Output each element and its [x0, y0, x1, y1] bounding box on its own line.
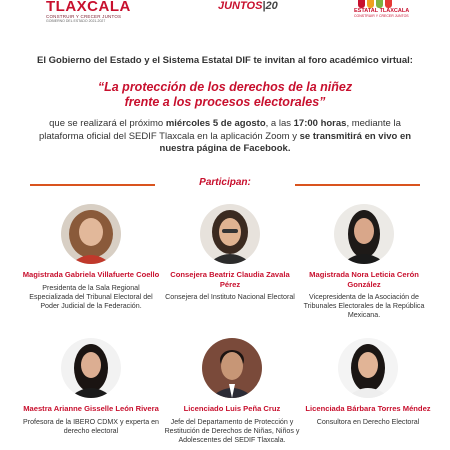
speaker-name: Licenciado Luis Peña Cruz — [183, 404, 281, 413]
speaker-role: Consejera del Instituto Nacional Electoral — [165, 293, 295, 301]
speaker-photo — [334, 204, 394, 264]
event-date: miércoles 5 de agosto — [165, 118, 266, 129]
speaker-name: Consejera Beatriz Claudia Zavala Pérez — [170, 270, 290, 289]
speaker-role: Profesora de la IBERO CDMX y experta en derecho electoral — [22, 417, 160, 435]
speaker-role: Consultora en Derecho Electoral — [316, 417, 420, 426]
speaker-card — [160, 204, 300, 302]
speaker-card — [21, 338, 161, 436]
event-title-line-2: frente a los procesos electorales” — [124, 95, 326, 109]
juntos-number: 20 — [265, 0, 278, 12]
dif-bar-1 — [358, 0, 365, 8]
speaker-photo — [202, 338, 262, 398]
tlaxcala-subtagline: GOBIERNO DEL ESTADO 2021-2027 — [46, 19, 106, 23]
dif-bar-4 — [385, 0, 392, 8]
participants-divider — [30, 177, 420, 191]
event-description — [26, 118, 424, 156]
speaker-photo — [61, 338, 121, 398]
tlaxcala-tagline: CONSTRUIR Y CRECER JUNTOS — [46, 14, 122, 19]
speaker-card — [294, 204, 434, 320]
juntos-separator: | — [262, 0, 266, 12]
tlaxcala-logo — [46, 0, 136, 24]
invitation-text: El Gobierno del Estado y el Sistema Estatal DIF te invitan al foro académico virtual: — [37, 55, 413, 66]
speaker-name: Magistrada Nora Leticia Cerón González — [309, 270, 419, 289]
desc-part-2: , a las — [265, 118, 294, 129]
dif-bar-3 — [376, 0, 383, 8]
speaker-card — [298, 338, 438, 427]
dif-logo-bars — [358, 0, 410, 8]
speaker-card — [162, 338, 302, 445]
dif-logo-name: ESTATAL TLAXCALA — [354, 8, 410, 14]
speaker-name: Licenciada Bárbara Torres Méndez — [305, 404, 431, 413]
tlaxcala-wordmark: TLAXCALA — [46, 0, 131, 15]
participants-heading: Participan: — [199, 177, 251, 188]
speaker-photo-image — [61, 338, 121, 398]
speaker-role: Vicepresidenta de la Asociación de Tribunales Electorales de la República Mexicana. — [303, 293, 425, 319]
dif-logo-tagline: CONSTRUIR Y CRECER JUNTOS — [354, 14, 409, 18]
speaker-photo-image — [334, 204, 394, 264]
dif-logo — [350, 0, 410, 18]
speaker-photo — [200, 204, 260, 264]
juntos-logo — [218, 0, 278, 12]
speaker-name: Magistrada Gabriela Villafuerte Coello — [22, 270, 160, 279]
speaker-photo-image — [200, 204, 260, 264]
juntos-text: JUNTOS — [218, 0, 263, 12]
event-title-line-1: “La protección de los derechos de la niñez — [97, 80, 353, 94]
speaker-card — [21, 204, 161, 311]
speaker-photo-image — [338, 338, 398, 398]
event-time: 17:00 horas — [293, 118, 347, 129]
event-title — [20, 80, 430, 110]
speaker-photo — [338, 338, 398, 398]
speaker-name: Maestra Arianne Gisselle León Rivera — [23, 404, 159, 413]
speaker-photo-image — [61, 204, 121, 264]
speaker-photo — [61, 204, 121, 264]
speaker-role: Presidenta de la Sala Regional Especializada del Tribunal Electoral del Poder Judicial de la Federación. — [29, 283, 153, 310]
desc-part-3: , mediante la plataforma oficial del SEDIF Tlaxcala en la aplicación Zoom y — [38, 118, 401, 142]
speaker-role: Jefe del Departamento de Protección y Restitución de Derechos de Niñas, Niños y Adolescentes del SEDIF Tlaxcala. — [164, 417, 300, 444]
divider-line-left — [30, 184, 155, 186]
header — [0, 0, 450, 28]
desc-part-1: que se realizará el próximo — [49, 118, 166, 129]
dif-bar-2 — [367, 0, 374, 8]
facebook-stream-note: se transmitirá en vivo en nuestra página de Facebook. — [159, 130, 412, 154]
speaker-photo-image — [202, 338, 262, 398]
divider-line-right — [295, 184, 420, 186]
